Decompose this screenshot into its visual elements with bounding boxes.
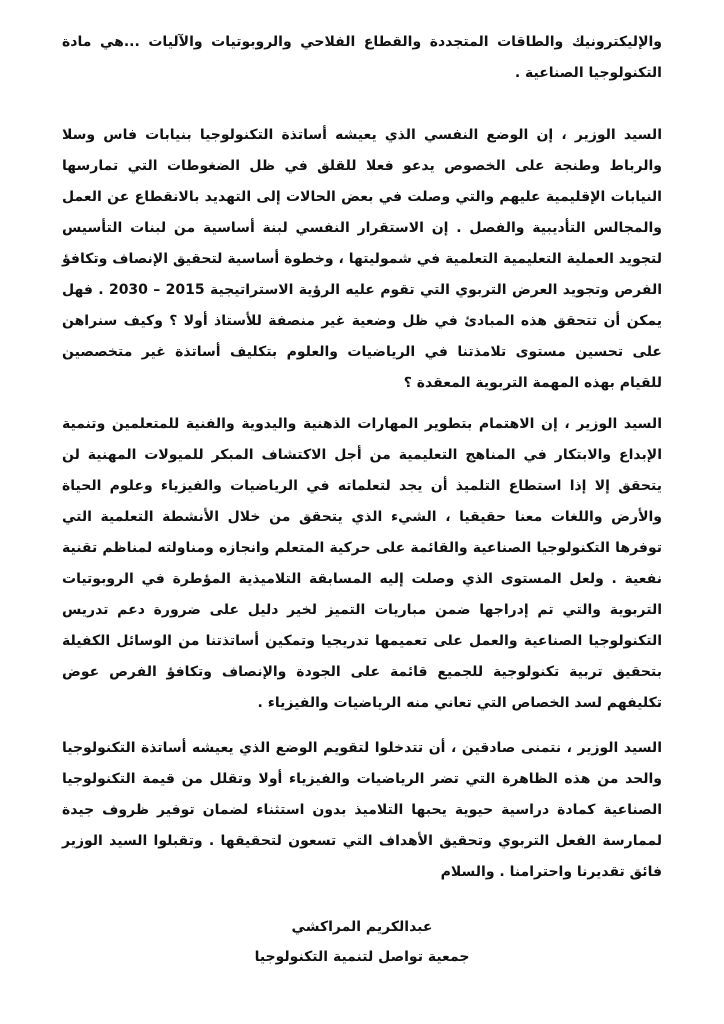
body-paragraph-closing-request: السيد الوزير ، نتمنى صادقين ، أن تتدخلوا لتقويم الوضع الذي يعيشه أساتذة التكنولوجيا والحد من هذه الظاهرة التي تضر الرياضيات والفيزياء أولا وتقلل من قيمة التكنولوجيا الصناعية كمادة دراسية حيوية يحبها التلاميذ بدون استثناء لضمان توفير ظروف جيدة لممارسة الفعل التربوي وتحقيق الأهداف التي تسعون لتحقيقها . وتقبلوا السيد الوزير فائق تقديرنا واحترامنا . والسلام	[62, 740, 662, 880]
signatory-name: عبدالكريم المراكشي	[291, 919, 433, 935]
body-paragraph-psychological-situation: السيد الوزير ، إن الوضع النفسي الذي يعيشه أساتذة التكنولوجيا بنيابات فاس وسلا والرباط وطنجة على الخصوص يدعو فعلا للقلق في ظل الضغوطات التي تمارسها النيابات الإقليمية عليهم والتي وصلت في بعض الحالات إلى التهديد بالانقطاع عن العمل والمجالس التأديبية والفصل . إن الاستقرار النفسي لبنة أساسية من لبنات التأسيس لتجويد العملية التعليمية التعلمية في شموليتها ، وخطوة أساسية لتحقيق الإنصاف وتكافؤ الفرص وتجويد العرض التربوي التي تقوم عليه الرؤية الاستراتيجية 2015 – 2030 . فهل يمكن أن تتحقق هذه المبادئ في ظل وضعية غير منصفة للأستاذ أولا ؟ وكيف سنراهن على تحسين مستوى تلامذتنا في الرياضيات والعلوم بتكليف أساتذة غير متخصصين للقيام بهذه المهمة التربوية المعقدة ؟	[62, 127, 662, 391]
body-paragraph-skills-development: السيد الوزير ، إن الاهتمام بتطوير المهارات الذهنية واليدوية والفنية للمتعلمين وتنمية الإبداع والابتكار في المناهج التعليمية من أجل الاكتشاف المبكر للميولات المهنية لن يتحقق إلا إذا استطاع التلميذ أن يجد لتعلماته في الرياضيات والفيزياء وعلوم الحياة والأرض واللغات معنا حقيقيا ، الشيء الذي يتحقق من خلال الأنشطة التعلمية التي توفرها التكنولوجيا الصناعية والقائمة على حركية المتعلم وانجازه ومناولته لمناظم تقنية نفعية . ولعل المستوى الذي وصلت إليه المسابقة التلاميذية المؤطرة في الروبوتيات التربوية والتي تم إدراجها ضمن مباريات التميز لخير دليل على ضرورة دعم تدريس التكنولوجيا الصناعية والعمل على تعميمها تدريجيا وتمكين أساتذتنا من الوسائل الكفيلة بتحقيق تربية تكنولوجية للجميع قائمة على الجودة والإنصاف وتكافؤ الفرص عوض تكليفهم لسد الخصاص التي تعاني منه الرياضيات والفيزياء .	[62, 416, 662, 711]
intro-paragraph: والإليكترونيك والطاقات المتجددة والقطاع الفلاحي والروبوتيات والآليات ...هي مادة التكنولوجيا الصناعية .	[62, 34, 662, 81]
signature-block	[62, 912, 662, 972]
signatory-organization: جمعية تواصل لتنمية التكنولوجيا	[254, 949, 470, 965]
